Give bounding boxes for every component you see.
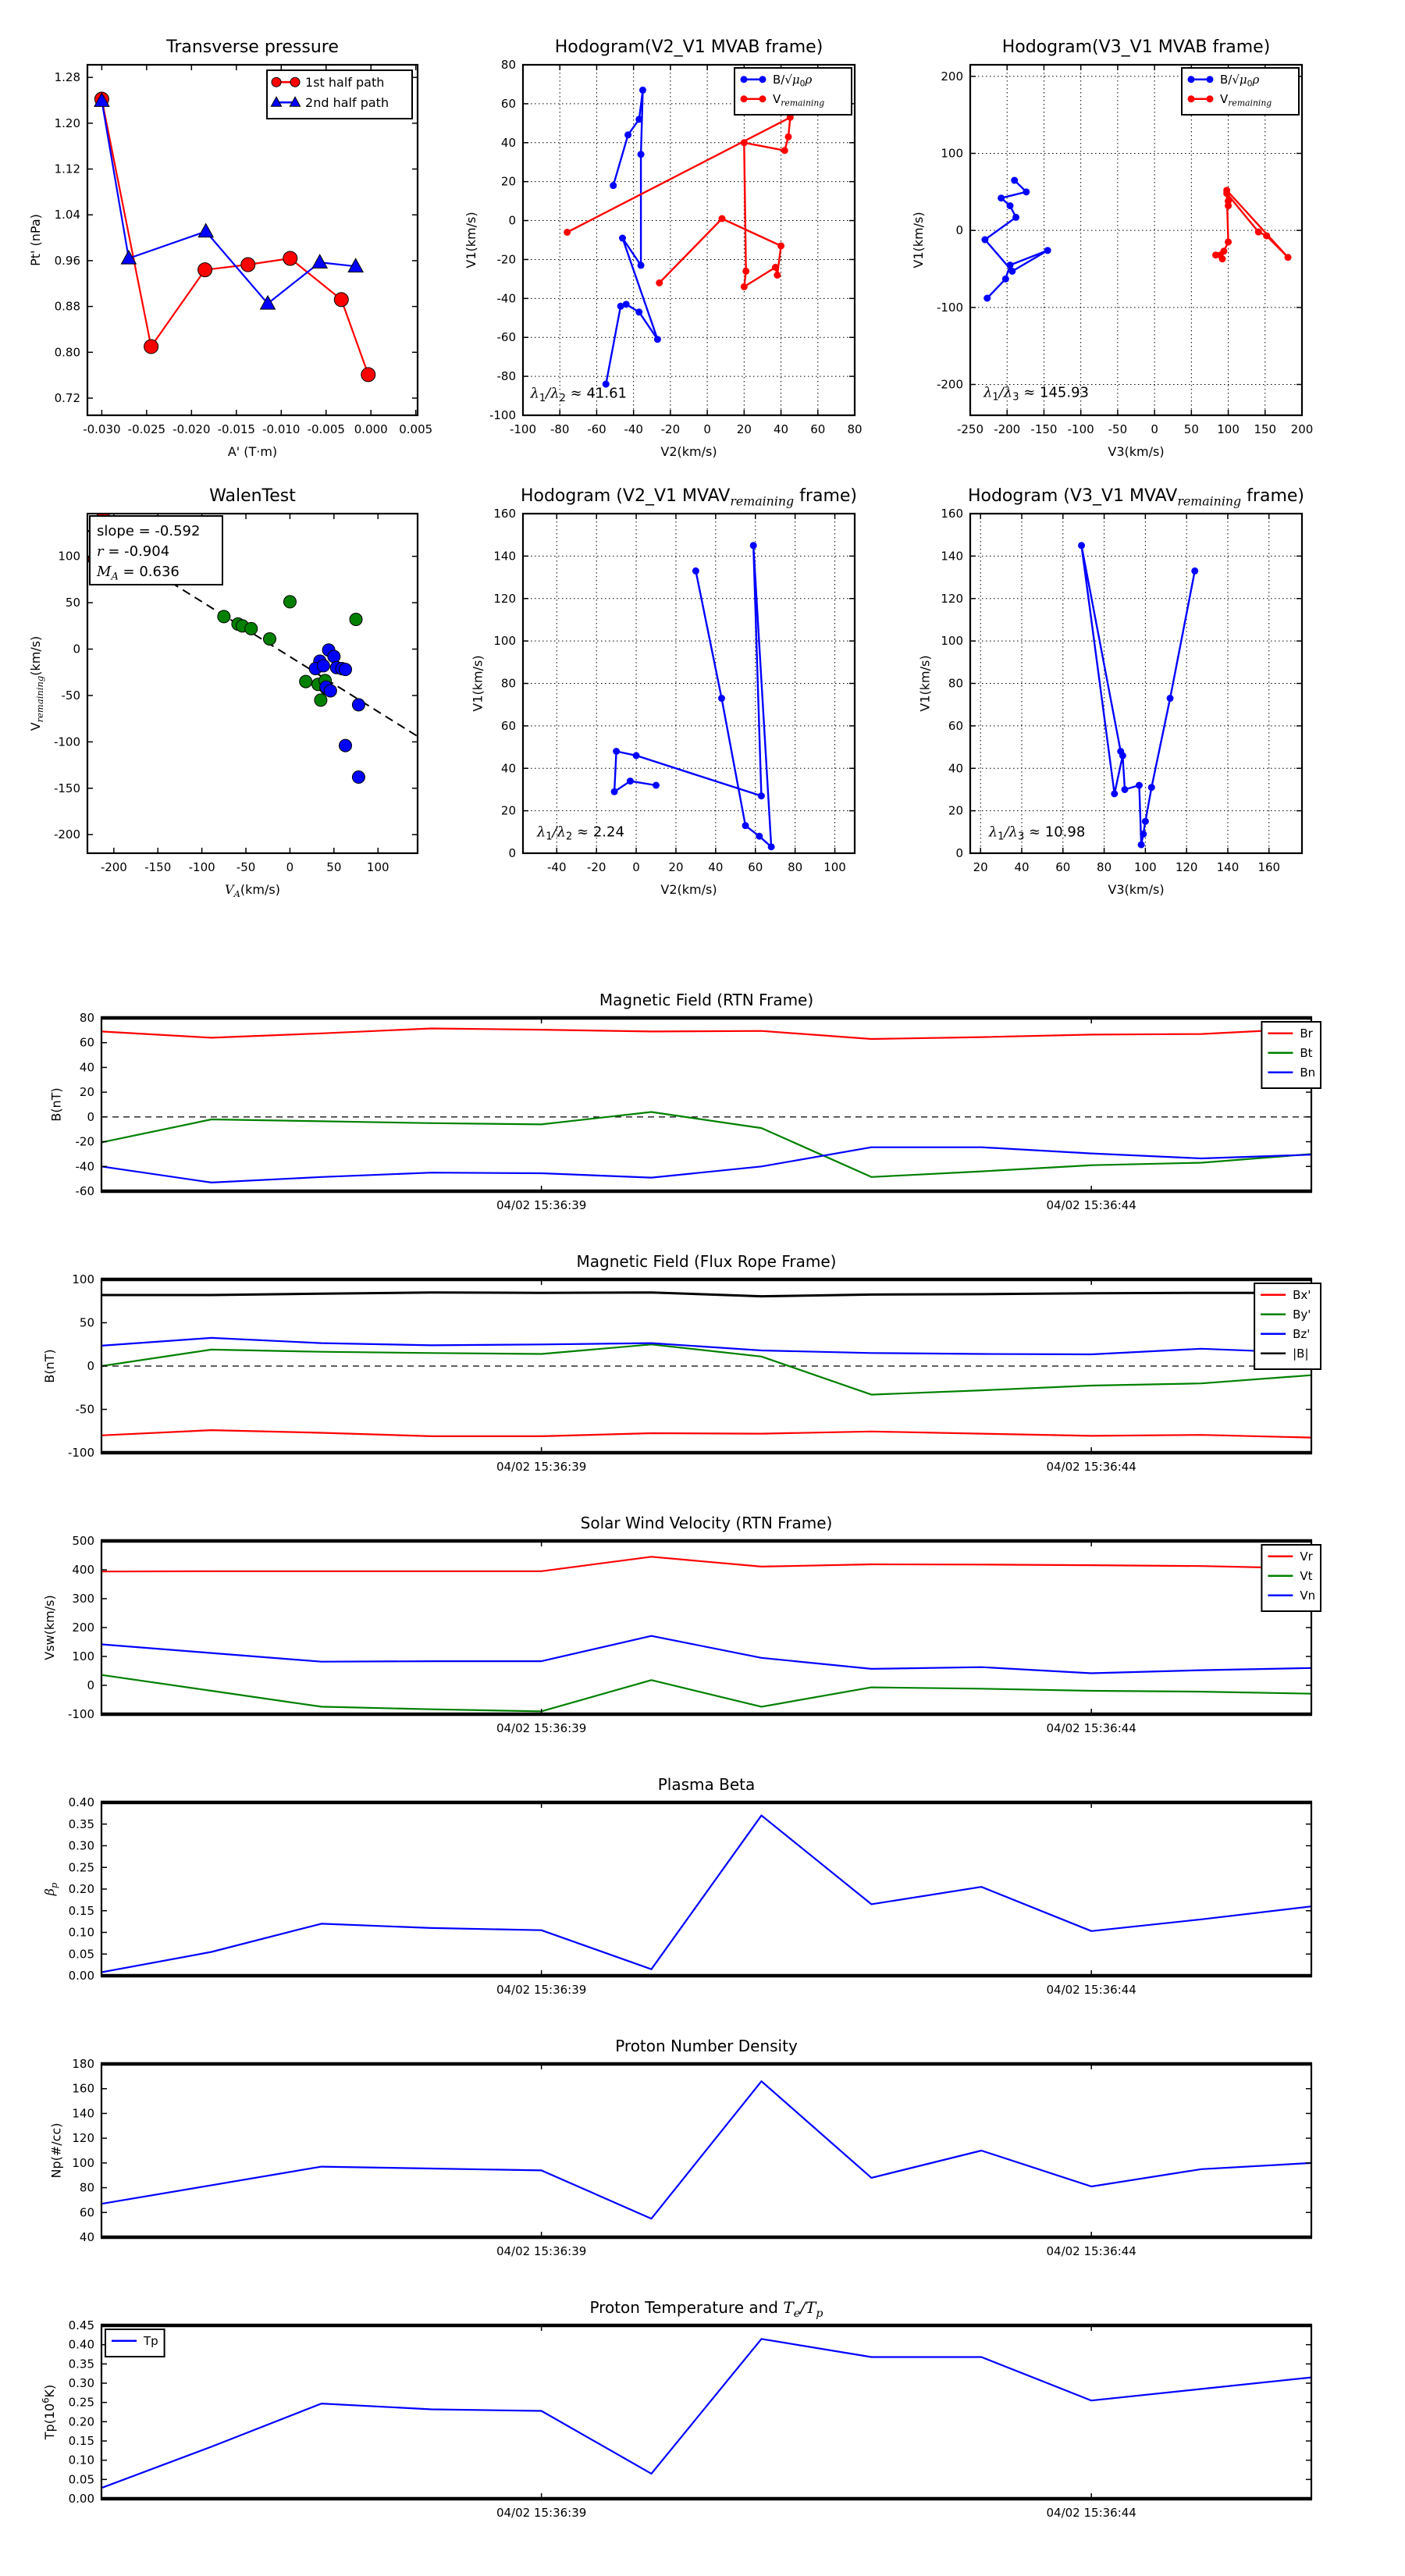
- svg-text:0: 0: [703, 422, 711, 436]
- svg-text:Hodogram(V2_V1 MVAB frame): Hodogram(V2_V1 MVAB frame): [554, 37, 823, 57]
- hodogram-v2v1-mvav-canvas: [436, 471, 870, 898]
- svg-text:0.25: 0.25: [68, 1860, 94, 1875]
- svg-text:0.40: 0.40: [68, 2337, 94, 2352]
- svg-text:80: 80: [500, 58, 516, 72]
- svg-text:0: 0: [955, 223, 963, 238]
- svg-text:200: 200: [941, 69, 963, 84]
- svg-text:400: 400: [72, 1563, 94, 1577]
- svg-text:-200: -200: [53, 827, 80, 842]
- svg-text:-50: -50: [236, 860, 256, 874]
- svg-text:B(nT): B(nT): [48, 1087, 64, 1122]
- svg-text:140: 140: [941, 549, 963, 564]
- svg-text:λ1/λ2 ≈ 2.24: $\lambda_1/\lambda_2 \approx 2.24$: [536, 824, 624, 843]
- svg-text:80: 80: [79, 2180, 94, 2195]
- svg-text:Plasma Beta: Plasma Beta: [657, 1775, 756, 1794]
- svg-text:2nd half path: 2nd half path: [305, 94, 389, 110]
- magnetic-field-flux-rope-canvas: [14, 1236, 1327, 1497]
- svg-text:-20: -20: [586, 860, 606, 874]
- svg-text:0.10: 0.10: [68, 2453, 94, 2467]
- svg-text:80: 80: [1097, 860, 1112, 874]
- plasma-beta-canvas: [14, 1759, 1327, 2020]
- svg-text:VA(km/s): $V_A(km/s)$: [225, 882, 280, 899]
- svg-text:V3(km/s): V3(km/s): [1108, 444, 1165, 459]
- svg-text:-150: -150: [1030, 422, 1058, 436]
- svg-text:80: 80: [788, 860, 803, 874]
- svg-text:V1(km/s): V1(km/s): [464, 212, 479, 269]
- svg-text:100: 100: [941, 146, 963, 161]
- svg-text:0.05: 0.05: [68, 1947, 94, 1962]
- svg-text:0.80: 0.80: [54, 345, 80, 360]
- svg-text:50: 50: [79, 1315, 94, 1330]
- svg-text:-100: -100: [188, 860, 215, 874]
- svg-text:-100: -100: [67, 1446, 94, 1460]
- svg-text:160: 160: [493, 507, 516, 521]
- svg-text:-80: -80: [496, 369, 516, 384]
- svg-text:60: 60: [79, 1035, 94, 1050]
- svg-text:0.35: 0.35: [68, 2357, 94, 2371]
- svg-text:20: 20: [948, 803, 963, 818]
- svg-text:-100: -100: [67, 1707, 94, 1721]
- svg-text:150: 150: [1254, 422, 1277, 436]
- svg-text:MA = 0.636: $M_A = 0.636$: [97, 564, 180, 583]
- svg-text:Pt' (nPa): Pt' (nPa): [28, 214, 44, 266]
- svg-text:60: 60: [748, 860, 763, 874]
- svg-text:04/02 15:36:44: 04/02 15:36:44: [1046, 1198, 1136, 1212]
- svg-text:Magnetic Field (Flux Rope Fram: Magnetic Field (Flux Rope Frame): [576, 1252, 837, 1271]
- svg-text:λ1/λ2 ≈ 41.61: $\lambda_1/\lambda_2 \approx 41.61$: [530, 385, 627, 404]
- svg-text:V1(km/s): V1(km/s): [470, 655, 486, 712]
- svg-text:Bn: Bn: [1300, 1066, 1316, 1080]
- svg-text:40: 40: [708, 860, 724, 874]
- svg-text:20: 20: [500, 803, 516, 818]
- svg-text:-0.020: -0.020: [173, 422, 211, 436]
- svg-text:0: 0: [87, 1678, 94, 1692]
- chart-hodogram-v2v1-mvav: [436, 471, 870, 898]
- svg-text:-40: -40: [547, 860, 567, 874]
- svg-text:-150: -150: [53, 781, 80, 795]
- transverse-pressure-canvas: [0, 22, 433, 460]
- svg-text:V1(km/s): V1(km/s): [917, 655, 933, 712]
- svg-text:1st half path: 1st half path: [305, 74, 385, 90]
- svg-text:Tp: Tp: [144, 2334, 158, 2348]
- svg-text:B(nT): B(nT): [42, 1349, 58, 1383]
- svg-text:50: 50: [326, 860, 342, 874]
- svg-text:Magnetic Field (RTN Frame): Magnetic Field (RTN Frame): [599, 991, 814, 1009]
- svg-text:50: 50: [65, 596, 80, 610]
- hodogram-v3v1-mvab-canvas: [883, 22, 1318, 460]
- svg-text:Proton Number Density: Proton Number Density: [615, 2037, 798, 2055]
- svg-text:100: 100: [366, 860, 389, 874]
- svg-text:-20: -20: [660, 422, 681, 436]
- walen-test-canvas: [0, 471, 433, 898]
- svg-text:40: 40: [774, 422, 789, 436]
- svg-text:-60: -60: [75, 1184, 94, 1198]
- svg-text:04/02 15:36:39: 04/02 15:36:39: [496, 2506, 587, 2520]
- svg-text:100: 100: [1134, 860, 1157, 874]
- svg-text:Bz': Bz': [1293, 1327, 1311, 1341]
- svg-text:0: 0: [87, 1359, 94, 1373]
- chart-proton-number-density: [14, 2021, 1327, 2282]
- svg-text:WalenTest: WalenTest: [209, 486, 296, 506]
- svg-text:-20: -20: [496, 252, 516, 267]
- svg-text:100: 100: [493, 634, 516, 649]
- svg-text:-100: -100: [1067, 422, 1094, 436]
- svg-text:500: 500: [72, 1534, 94, 1548]
- svg-text:0: 0: [87, 1109, 94, 1124]
- svg-text:0.30: 0.30: [68, 1838, 94, 1853]
- svg-text:100: 100: [72, 1649, 94, 1663]
- svg-text:100: 100: [1217, 422, 1240, 436]
- svg-text:20: 20: [668, 860, 684, 874]
- svg-text:20: 20: [736, 422, 752, 436]
- svg-text:Vremaining: $V_{remaining}$: [773, 92, 825, 109]
- svg-text:60: 60: [1055, 860, 1071, 874]
- svg-text:Bt: Bt: [1300, 1046, 1313, 1060]
- svg-text:0.72: 0.72: [54, 390, 80, 405]
- svg-text:0: 0: [73, 642, 80, 656]
- chart-proton-temperature: [14, 2282, 1327, 2543]
- svg-text:V2(km/s): V2(km/s): [660, 444, 717, 459]
- svg-text:-50: -50: [61, 688, 80, 703]
- svg-text:0.000: 0.000: [354, 422, 388, 436]
- svg-text:V2(km/s): V2(km/s): [660, 882, 717, 897]
- svg-text:120: 120: [1175, 860, 1198, 874]
- svg-text:slope = -0.592: slope = -0.592: [97, 523, 201, 539]
- svg-text:-0.025: -0.025: [127, 422, 166, 436]
- svg-text:0: 0: [508, 846, 516, 860]
- svg-text:Vn: Vn: [1300, 1589, 1316, 1603]
- svg-text:120: 120: [72, 2131, 94, 2146]
- chart-walen-test: [0, 471, 433, 898]
- svg-text:60: 60: [500, 96, 516, 111]
- svg-text:-200: -200: [994, 422, 1021, 436]
- svg-text:-80: -80: [550, 422, 570, 436]
- svg-text:40: 40: [948, 761, 963, 776]
- svg-text:0.15: 0.15: [68, 2434, 94, 2448]
- svg-text:V1(km/s): V1(km/s): [911, 212, 927, 269]
- svg-text:-40: -40: [496, 291, 516, 306]
- svg-text:Vr: Vr: [1300, 1550, 1313, 1564]
- chart-hodogram-v3v1-mvab: [883, 22, 1318, 460]
- svg-text:-0.005: -0.005: [307, 422, 345, 436]
- svg-text:-50: -50: [1108, 422, 1128, 436]
- svg-text:Proton Temperature and Te/Tp: Proton Temperature and $T_e/T_p$: [589, 2298, 823, 2320]
- svg-text:0.15: 0.15: [68, 1903, 94, 1918]
- svg-text:Br: Br: [1300, 1026, 1313, 1041]
- svg-text:50: 50: [1183, 422, 1199, 436]
- svg-text:-100: -100: [936, 300, 963, 315]
- svg-text:04/02 15:36:39: 04/02 15:36:39: [496, 1721, 587, 1735]
- svg-text:Bx': Bx': [1293, 1288, 1311, 1302]
- svg-text:140: 140: [1216, 860, 1240, 874]
- svg-text:04/02 15:36:39: 04/02 15:36:39: [496, 1983, 587, 1997]
- svg-text:160: 160: [72, 2081, 94, 2096]
- chart-hodogram-v3v1-mvav: [883, 471, 1318, 898]
- svg-text:100: 100: [72, 2155, 94, 2170]
- chart-solar-wind-velocity: [14, 1498, 1327, 1759]
- svg-text:20: 20: [79, 1085, 94, 1100]
- svg-text:A' (T·m): A' (T·m): [227, 444, 278, 459]
- svg-text:80: 80: [79, 1011, 94, 1025]
- svg-text:0.10: 0.10: [68, 1925, 94, 1940]
- svg-text:λ1/λ3 ≈ 145.93: $\lambda_1/\lambda_3 \approx 145.93$: [984, 384, 1089, 404]
- svg-text:V3(km/s): V3(km/s): [1108, 882, 1165, 897]
- svg-text:Vt: Vt: [1300, 1569, 1313, 1583]
- svg-text:100: 100: [72, 1272, 94, 1286]
- svg-text:60: 60: [948, 718, 963, 733]
- svg-text:100: 100: [823, 860, 846, 874]
- svg-text:Tp(106K): $Tp(10^6K)$: [40, 2384, 58, 2440]
- svg-text:80: 80: [500, 676, 516, 691]
- svg-text:80: 80: [847, 422, 863, 436]
- svg-text:|B|: |B|: [1293, 1347, 1309, 1361]
- proton-number-density-canvas: [14, 2021, 1327, 2282]
- svg-text:0.35: 0.35: [68, 1816, 94, 1831]
- svg-text:r = -0.904: r = -0.904: [97, 543, 170, 560]
- chart-transverse-pressure: [0, 22, 433, 460]
- svg-text:200: 200: [72, 1621, 94, 1635]
- magnetic-field-rtn-canvas: [14, 975, 1327, 1236]
- svg-text:-200: -200: [936, 377, 963, 392]
- svg-text:04/02 15:36:39: 04/02 15:36:39: [496, 1460, 587, 1474]
- svg-text:40: 40: [500, 761, 516, 776]
- svg-text:βp: $\beta_p$: [42, 1882, 60, 1896]
- svg-text:04/02 15:36:44: 04/02 15:36:44: [1046, 2244, 1136, 2258]
- svg-text:0.45: 0.45: [68, 2318, 94, 2332]
- svg-text:-100: -100: [489, 408, 516, 422]
- svg-text:Vremaining: $V_{remaining}$: [1220, 92, 1272, 109]
- svg-text:-150: -150: [144, 860, 172, 874]
- svg-text:0.05: 0.05: [68, 2472, 94, 2487]
- svg-text:B/√μ0ρ: $B/√\mu_0\rho$: [1220, 73, 1260, 89]
- svg-text:140: 140: [493, 549, 516, 564]
- svg-text:04/02 15:36:44: 04/02 15:36:44: [1046, 2506, 1136, 2520]
- svg-text:0.00: 0.00: [68, 2492, 94, 2506]
- svg-text:120: 120: [941, 591, 963, 606]
- svg-text:1.28: 1.28: [54, 70, 80, 85]
- svg-text:-20: -20: [75, 1134, 94, 1149]
- svg-text:180: 180: [72, 2057, 94, 2071]
- svg-text:160: 160: [1257, 860, 1281, 874]
- svg-text:-50: -50: [75, 1402, 94, 1417]
- svg-text:1.20: 1.20: [54, 116, 80, 130]
- svg-text:-0.030: -0.030: [83, 422, 121, 436]
- svg-text:Hodogram(V3_V1 MVAB frame): Hodogram(V3_V1 MVAB frame): [1001, 37, 1271, 57]
- svg-text:04/02 15:36:44: 04/02 15:36:44: [1046, 1721, 1136, 1735]
- svg-text:20: 20: [973, 860, 988, 874]
- svg-text:120: 120: [493, 591, 516, 606]
- svg-text:0.40: 0.40: [68, 1795, 94, 1809]
- svg-text:40: 40: [79, 1060, 94, 1075]
- hodogram-v2v1-mvab-canvas: [436, 22, 870, 460]
- proton-temperature-canvas: [14, 2282, 1327, 2543]
- svg-text:0: 0: [508, 213, 516, 228]
- svg-text:04/02 15:36:44: 04/02 15:36:44: [1046, 1460, 1136, 1474]
- svg-text:40: 40: [1014, 860, 1030, 874]
- chart-magnetic-field-flux-rope: [14, 1236, 1327, 1497]
- solar-wind-velocity-canvas: [14, 1498, 1327, 1759]
- svg-text:0.20: 0.20: [68, 2414, 94, 2429]
- svg-text:60: 60: [79, 2205, 94, 2220]
- svg-text:04/02 15:36:39: 04/02 15:36:39: [496, 2244, 587, 2258]
- svg-text:-250: -250: [956, 422, 984, 436]
- svg-text:300: 300: [72, 1592, 94, 1606]
- svg-text:60: 60: [810, 422, 826, 436]
- svg-text:1.12: 1.12: [54, 162, 80, 176]
- svg-text:40: 40: [500, 135, 516, 150]
- svg-text:0.25: 0.25: [68, 2395, 94, 2410]
- svg-text:Solar Wind Velocity (RTN Frame: Solar Wind Velocity (RTN Frame): [580, 1514, 833, 1532]
- chart-magnetic-field-rtn: [14, 975, 1327, 1236]
- svg-text:Hodogram (V2_V1 MVAVremaining: Hodogram (V2_V1 $MVAV_{remaining}$ frame): [520, 486, 858, 509]
- svg-text:100: 100: [58, 549, 80, 564]
- svg-text:0: 0: [632, 860, 640, 874]
- svg-text:By': By': [1293, 1308, 1311, 1322]
- svg-text:0.005: 0.005: [399, 422, 433, 436]
- svg-text:Vremaining(km/s): $V_{remaining}(km/s)$: [28, 635, 45, 731]
- svg-text:80: 80: [948, 676, 963, 691]
- svg-text:40: 40: [79, 2230, 94, 2244]
- svg-text:200: 200: [1290, 422, 1314, 436]
- svg-text:60: 60: [500, 718, 516, 733]
- svg-text:0: 0: [1151, 422, 1158, 436]
- svg-text:Vsw(km/s): Vsw(km/s): [42, 1595, 58, 1660]
- svg-text:0: 0: [286, 860, 294, 874]
- svg-text:0.00: 0.00: [68, 1969, 94, 1983]
- svg-text:140: 140: [72, 2106, 94, 2121]
- svg-text:-100: -100: [53, 735, 80, 749]
- svg-text:-60: -60: [587, 422, 606, 436]
- hodogram-v3v1-mvav-canvas: [883, 471, 1318, 898]
- svg-text:-40: -40: [75, 1159, 94, 1174]
- svg-text:04/02 15:36:44: 04/02 15:36:44: [1046, 1983, 1136, 1997]
- svg-text:1.04: 1.04: [54, 208, 80, 222]
- svg-text:-60: -60: [496, 330, 516, 345]
- svg-text:Np(#/cc): Np(#/cc): [48, 2122, 64, 2179]
- svg-text:0.30: 0.30: [68, 2376, 94, 2390]
- svg-text:20: 20: [500, 174, 516, 189]
- svg-text:0.20: 0.20: [68, 1882, 94, 1896]
- svg-text:0: 0: [955, 846, 963, 860]
- svg-text:-0.010: -0.010: [262, 422, 301, 436]
- chart-plasma-beta: [14, 1759, 1327, 2020]
- svg-text:0.96: 0.96: [54, 253, 80, 268]
- svg-text:Hodogram (V3_V1 MVAVremaining: Hodogram (V3_V1 $MVAV_{remaining}$ frame): [967, 486, 1305, 509]
- svg-text:04/02 15:36:39: 04/02 15:36:39: [496, 1198, 587, 1212]
- svg-text:-200: -200: [100, 860, 127, 874]
- svg-text:160: 160: [941, 507, 963, 521]
- svg-text:λ1/λ3 ≈ 10.98: $\lambda_1/\lambda_3 \approx 10.98$: [988, 824, 1086, 843]
- svg-text:B/√μ0ρ: $B/√\mu_0\rho$: [773, 73, 813, 89]
- svg-text:-0.015: -0.015: [217, 422, 255, 436]
- chart-hodogram-v2v1-mvab: [436, 22, 870, 460]
- svg-text:-100: -100: [509, 422, 537, 436]
- svg-text:Transverse pressure: Transverse pressure: [166, 37, 339, 57]
- svg-text:100: 100: [941, 634, 963, 649]
- svg-text:0.88: 0.88: [54, 299, 80, 314]
- svg-text:-40: -40: [624, 422, 643, 436]
